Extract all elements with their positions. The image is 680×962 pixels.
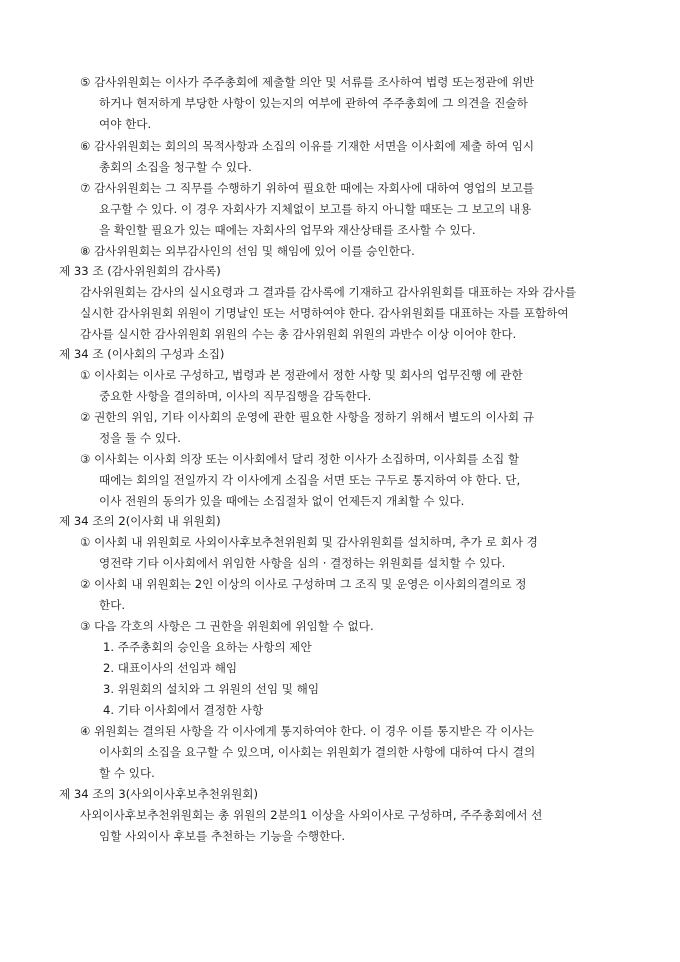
paragraph-7-line-3: 을 확인할 필요가 있는 때에는 자회사의 업무와 재산상태를 조사할 수 있다.: [99, 223, 476, 237]
article-34-2-item-2: 2. 대표이사의 선임과 해임: [103, 661, 238, 675]
article-34-2-item-1: 1. 주주총회의 승인을 요하는 사항의 제안: [103, 640, 312, 654]
paragraph-7-line-1: ⑦ 감사위원회는 그 직무를 수행하기 위하여 필요한 때에는 자회사에 대하여 영업의 보고를: [80, 181, 535, 195]
paragraph-7-line-2: 요구할 수 있다. 이 경우 자회사가 지체없이 보고를 하지 아니할 때또는 그 보고의 내용: [99, 202, 532, 216]
article-34-2-paragraph-1-line-1: ① 이사회 내 위원회로 사외이사후보추천위원회 및 감사위원회를 설치하며, 추가 로 회사 경: [80, 535, 538, 549]
article-34-2-paragraph-4-line-1: ④ 위원회는 결의된 사항을 각 이사에게 통지하여야 한다. 이 경우 이를 통지받은 각 이사는: [80, 724, 534, 738]
paragraph-8-line-1: ⑧ 감사위원회는 외부감사인의 선임 및 해임에 있어 이를 승인한다.: [80, 244, 415, 258]
article-34-heading: 제 34 조 (이사회의 구성과 소집): [59, 347, 225, 361]
article-33-body-line-3: 감사를 실시한 감사위원회 위원의 수는 총 감사위원회 위원의 과반수 이상 이어야 한다.: [80, 327, 517, 341]
article-34-2-paragraph-4-line-3: 할 수 있다.: [99, 766, 155, 780]
article-33-heading: 제 33 조 (감사위원회의 감사록): [59, 264, 221, 278]
article-34-paragraph-3-line-1: ③ 이사회는 이사회 의장 또는 이사회에서 달리 정한 이사가 소집하며, 이사회를 소집 할: [80, 452, 520, 466]
paragraph-6-line-2: 총회의 소집을 청구할 수 있다.: [99, 160, 252, 174]
article-34-2-paragraph-3-line-1: ③ 다음 각호의 사항은 그 권한을 위원회에 위임할 수 없다.: [80, 619, 374, 633]
paragraph-6-line-1: ⑥ 감사위원회는 회의의 목적사항과 소집의 이유를 기재한 서면을 이사회에 제출 하여 임시: [80, 139, 535, 153]
article-34-2-item-3: 3. 위원회의 설치와 그 위원의 선임 및 해임: [103, 682, 320, 696]
article-34-paragraph-1-line-1: ① 이사회는 이사로 구성하고, 법령과 본 정관에서 정한 사항 및 회사의 업무진행 에 관한: [80, 368, 523, 382]
article-34-2-paragraph-4-line-2: 이사회의 소집을 요구할 수 있으며, 이사회는 위원회가 결의한 사항에 대하여 다시 결의: [99, 745, 536, 759]
article-34-paragraph-2-line-2: 정을 둘 수 있다.: [99, 431, 181, 445]
article-34-2-paragraph-1-line-2: 영전략 기타 이사회에서 위임한 사항을 심의 · 결정하는 위원회를 설치할 수 있다.: [99, 556, 506, 570]
article-34-paragraph-1-line-2: 중요한 사항을 결의하며, 이사의 직무집행을 감독한다.: [99, 389, 372, 403]
article-34-paragraph-2-line-1: ② 권한의 위임, 기타 이사회의 운영에 관한 필요한 사항을 정하기 위해서 별도의 이사회 규: [80, 410, 534, 424]
article-34-3-body-line-2: 임할 사외이사 후보를 추천하는 기능을 수행한다.: [99, 829, 346, 843]
article-34-3-body-line-1: 사외이사후보추천위원회는 총 위원의 2분의1 이상을 사외이사로 구성하며, 주주총회에서 선: [80, 808, 543, 822]
article-34-2-paragraph-2-line-1: ② 이사회 내 위원회는 2인 이상의 이사로 구성하며 그 조직 및 운영은 이사회의결의로 정: [80, 577, 527, 591]
paragraph-5-line-3: 여야 한다.: [99, 117, 152, 131]
article-34-paragraph-3-line-3: 이사 전원의 동의가 있을 때에는 소집절차 없이 언제든지 개최할 수 있다.: [99, 494, 465, 508]
article-34-2-heading: 제 34 조의 2(이사회 내 위원회): [59, 514, 221, 528]
article-34-paragraph-3-line-2: 때에는 회의일 전일까지 각 이사에게 소집을 서면 또는 구두로 통지하여 야 한다. 단,: [99, 473, 521, 487]
article-34-3-heading: 제 34 조의 3(사외이사후보추천위원회): [59, 787, 259, 801]
article-33-body-line-2: 실시한 감사위원회 위원이 기명날인 또는 서명하여야 한다. 감사위원회를 대표하는 자를 포함하여: [80, 306, 569, 320]
article-33-body-line-1: 감사위원회는 감사의 실시요령과 그 결과를 감사록에 기재하고 감사위원회를 대표하는 자와 감사를: [80, 285, 577, 299]
paragraph-5-line-2: 하거나 현저하게 부당한 사항이 있는지의 여부에 관하여 주주총회에 그 의견을 진술하: [99, 96, 528, 110]
paragraph-5-line-1: ⑤ 감사위원회는 이사가 주주총회에 제출할 의안 및 서류를 조사하여 법령 또는정관에 위반: [80, 75, 535, 89]
article-34-2-paragraph-2-line-2: 한다.: [99, 598, 126, 612]
article-34-2-item-4: 4. 기타 이사회에서 결정한 사항: [103, 703, 264, 717]
